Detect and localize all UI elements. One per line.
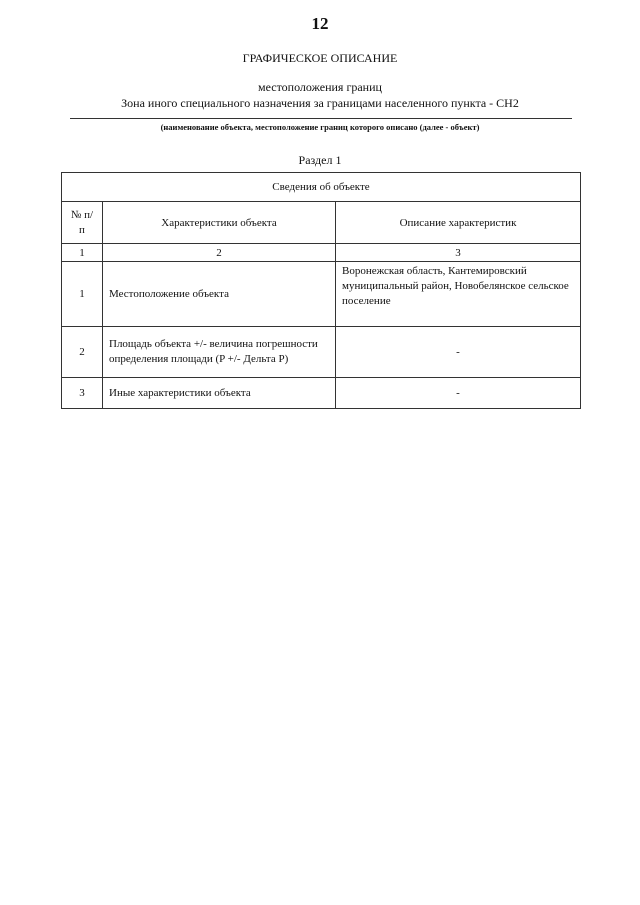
column-number-row (62, 244, 581, 262)
table-header-row (62, 202, 581, 244)
row-num: 1 (62, 262, 103, 327)
location-label: местоположения границ (258, 80, 382, 94)
object-name-underline (70, 118, 572, 119)
row-description: Воронежская область, Кантемировский муниципальный район, Новобелянское сельское поселение (336, 262, 581, 327)
row-characteristic: Площадь объекта +/- величина погрешности определения площади (P +/- Дельта P) (103, 327, 336, 378)
header-characteristic: Характеристики объекта (103, 202, 336, 244)
row-num: 3 (62, 378, 103, 409)
object-info-table (61, 172, 581, 409)
table-row (62, 262, 581, 327)
header-description: Описание характеристик (336, 202, 581, 244)
row-description: - (336, 378, 581, 409)
column-number-1: 1 (62, 244, 103, 262)
row-num: 2 (62, 327, 103, 378)
table-title: Сведения об объекте (62, 173, 581, 202)
table-row (62, 327, 581, 378)
table-title-row (62, 173, 581, 202)
row-description: - (336, 327, 581, 378)
table-row (62, 378, 581, 409)
object-name: Зона иного специального назначения за границами населенного пункта - СН2 (121, 96, 519, 110)
header-num: № п/п (62, 202, 103, 244)
row-characteristic: Местоположение объекта (103, 262, 336, 327)
section-label: Раздел 1 (298, 153, 342, 167)
column-number-2: 2 (103, 244, 336, 262)
column-number-3: 3 (336, 244, 581, 262)
row-characteristic: Иные характеристики объекта (103, 378, 336, 409)
document-title: ГРАФИЧЕСКОЕ ОПИСАНИЕ (242, 51, 398, 65)
object-caption: (наименование объекта, местоположение границ которого описано (далее - объект) (160, 122, 480, 132)
page-number: 12 (311, 14, 329, 33)
